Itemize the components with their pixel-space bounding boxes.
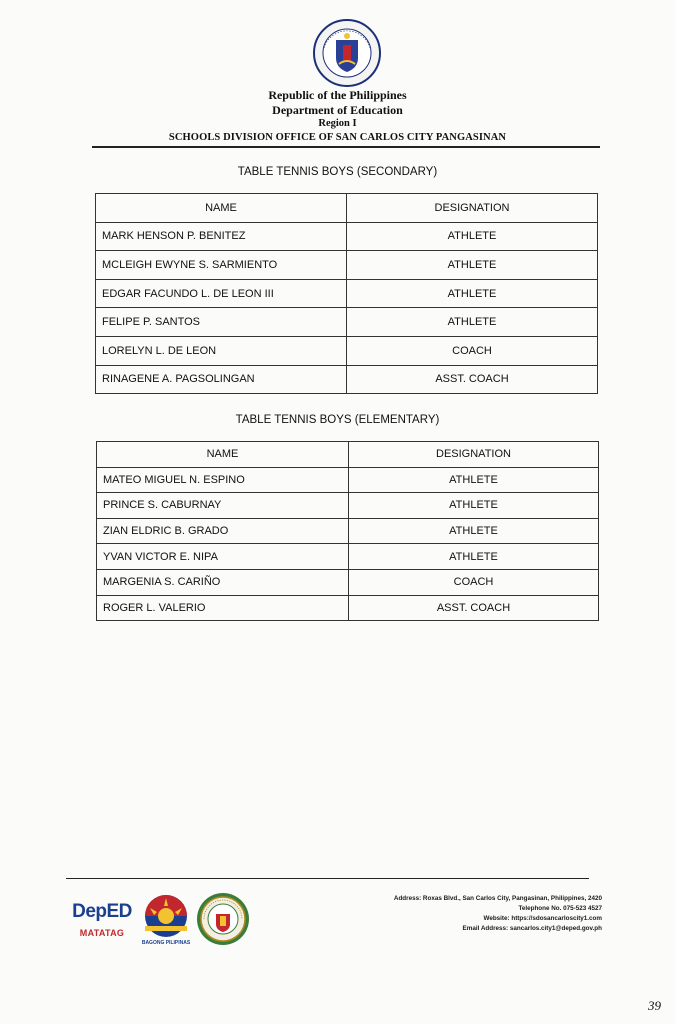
column-header-designation: DESIGNATION (347, 194, 598, 223)
table-row (97, 467, 599, 493)
section-title-secondary: TABLE TENNIS BOYS (SECONDARY) (237, 166, 438, 178)
deped-wordmark: DepED (72, 901, 132, 922)
roster-table-secondary (95, 193, 598, 394)
cell-name: LORELYN L. DE LEON (96, 336, 347, 365)
bagong-pilipinas-caption: BAGONG PILIPINAS (141, 940, 191, 946)
table-row (96, 251, 598, 280)
bagong-pilipinas-logo (140, 892, 192, 950)
table-row (97, 544, 599, 570)
cell-designation: ATHLETE (347, 308, 598, 337)
cell-designation: ATHLETE (347, 251, 598, 280)
footer-contact-block (394, 894, 602, 934)
cell-designation: ATHLETE (349, 518, 599, 544)
table-row (96, 222, 598, 251)
column-header-name: NAME (96, 194, 347, 223)
cell-designation: ASST. COACH (349, 595, 599, 621)
cell-name: ZIAN ELDRIC B. GRADO (97, 518, 349, 544)
roster-table-elementary (96, 441, 599, 621)
sdo-san-carlos-seal-logo (196, 892, 250, 946)
cell-name: YVAN VICTOR E. NIPA (97, 544, 349, 570)
table-row (97, 595, 599, 621)
table-header-row (97, 442, 599, 468)
section-title-elementary: TABLE TENNIS BOYS (ELEMENTARY) (235, 414, 440, 426)
cell-designation: ATHLETE (349, 544, 599, 570)
page-number: 39 (648, 998, 661, 1013)
bagong-pilipinas-emblem-icon (140, 892, 192, 940)
cell-designation: ATHLETE (347, 279, 598, 308)
footer-divider (66, 878, 589, 879)
footer-address: Address: Roxas Blvd., San Carlos City, Pangasinan, Philippines, 2420 (393, 895, 602, 902)
table-row (96, 308, 598, 337)
cell-name: EDGAR FACUNDO L. DE LEON III (96, 279, 347, 308)
table-row (96, 279, 598, 308)
cell-name: ROGER L. VALERIO (97, 595, 349, 621)
column-header-designation: DESIGNATION (349, 442, 599, 468)
header-republic: Republic of the Philippines (268, 88, 407, 102)
cell-designation: ASST. COACH (347, 365, 598, 394)
cell-designation: ATHLETE (349, 467, 599, 493)
deped-matatag-logo (72, 897, 132, 949)
table-row (96, 365, 598, 394)
cell-designation: COACH (347, 336, 598, 365)
table-header-row (96, 194, 598, 223)
table-row (97, 569, 599, 595)
cell-name: RINAGENE A. PAGSOLINGAN (96, 365, 347, 394)
cell-name: PRINCE S. CABURNAY (97, 493, 349, 519)
header-division-office: SCHOOLS DIVISION OFFICE OF SAN CARLOS CITY PANGASINAN (168, 132, 507, 143)
cell-designation: ATHLETE (349, 493, 599, 519)
table-row (97, 518, 599, 544)
cell-name: MARK HENSON P. BENITEZ (96, 222, 347, 251)
footer-website[interactable]: Website: https://sdosancarloscity1.com (483, 915, 602, 922)
cell-name: MARGENIA S. CARIÑO (97, 569, 349, 595)
header-department: Department of Education (272, 103, 403, 117)
column-header-name: NAME (97, 442, 349, 468)
header-region: Region I (318, 118, 357, 129)
deped-seal-logo (312, 18, 382, 88)
footer-telephone: Telephone No. 075-523 4527 (518, 905, 602, 912)
cell-name: FELIPE P. SANTOS (96, 308, 347, 337)
table-row (97, 493, 599, 519)
cell-designation: COACH (349, 569, 599, 595)
footer-email[interactable]: Email Address: sancarlos.city1@deped.gov.ph (462, 925, 602, 932)
cell-name: MATEO MIGUEL N. ESPINO (97, 467, 349, 493)
header-divider (92, 146, 600, 148)
table-row (96, 336, 598, 365)
matatag-wordmark: MATATAG (79, 928, 125, 938)
cell-name: MCLEIGH EWYNE S. SARMIENTO (96, 251, 347, 280)
cell-designation: ATHLETE (347, 222, 598, 251)
